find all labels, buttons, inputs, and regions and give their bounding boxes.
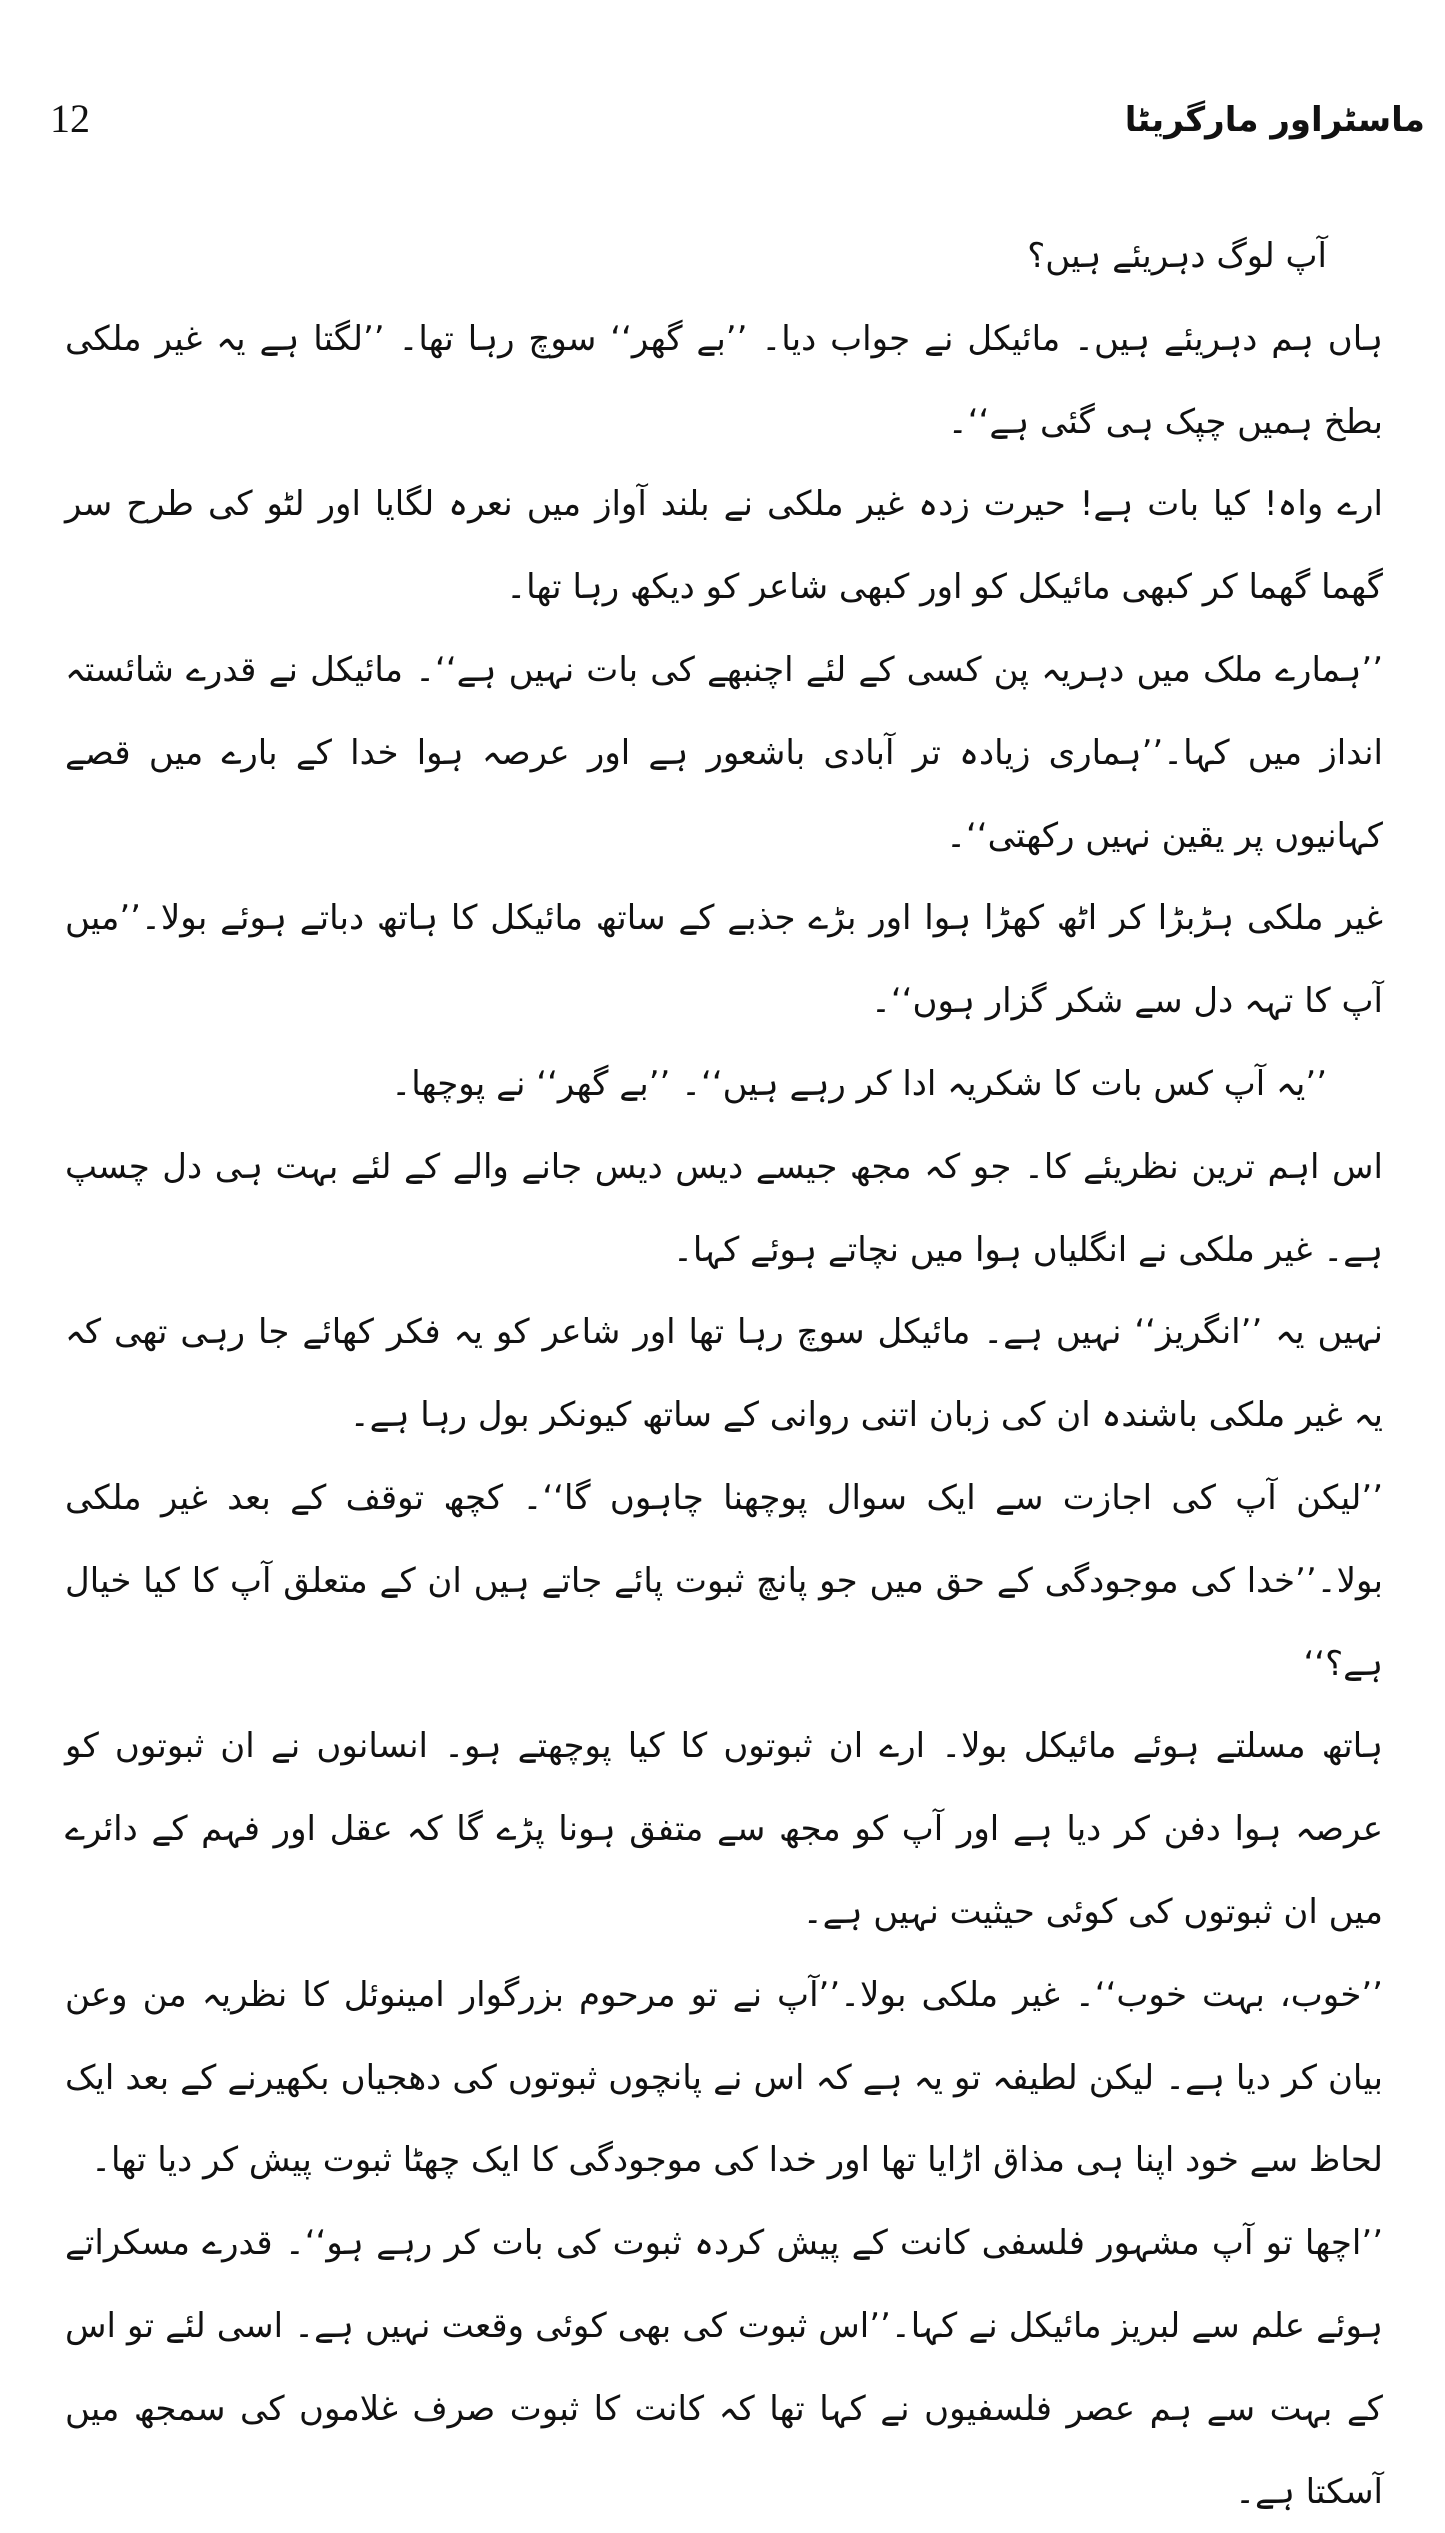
paragraph: ہاتھ مسلتے ہوئے مائیکل بولا۔ ارے ان ثبوتوں کا کیا پوچھتے ہو۔ انسانوں نے ان ثبوتوں کو عرصہ ہوا دفن کر دیا ہے اور آپ کو مجھ سے متفق ہونا پڑے گا کہ عقل اور فہم کے دائرے میں ان ثبوتوں کی کوئی حیثیت نہیں ہے۔ [65,1726,1383,1932]
paragraph: ’’ہمارے ملک میں دہریہ پن کسی کے لئے اچنبھے کی بات نہیں ہے‘‘۔ مائیکل نے قدرے شائستہ انداز میں کہا۔’’ہماری زیادہ تر آبادی باشعور ہے اور عرصہ ہوا خدا کے بارے میں قصے کہانیوں پر یقین نہیں رکھتی‘‘۔ [65,649,1383,856]
paragraph: ’’لیکن آپ کی اجازت سے ایک سوال پوچھنا چاہوں گا‘‘۔ کچھ توقف کے بعد غیر ملکی بولا۔’’خدا کی موجودگی کے حق میں جو پانچ ثبوت پائے جاتے ہیں ان کے متعلق آپ کا کیا خیال ہے؟‘‘ [65,1477,1383,1684]
paragraph: نہیں یہ ’’انگریز‘‘ نہیں ہے۔ مائیکل سوچ رہا تھا اور شاعر کو یہ فکر کھائے جا رہی تھی کہ یہ غیر ملکی باشندہ ان کی زبان اتنی روانی کے ساتھ کیونکر بول رہا ہے۔ [65,1312,1383,1436]
paragraph: ارے واہ! کیا بات ہے! حیرت زدہ غیر ملکی نے بلند آواز میں نعرہ لگایا اور لٹو کی طرح سر گھما گھما کر کبھی مائیکل کو اور کبھی شاعر کو دیکھ رہا تھا۔ [65,484,1383,608]
paragraph: ہاں ہم دہریئے ہیں۔ مائیکل نے جواب دیا۔ ’’بے گھر‘‘ سوچ رہا تھا۔ ’’لگتا ہے یہ غیر ملکی بطخ ہمیں چپک ہی گئی ہے‘‘۔ [65,318,1384,442]
body-text [65,215,1383,2533]
paragraph: ’’یہ آپ کس بات کا شکریہ ادا کر رہے ہیں‘‘۔ ’’بے گھر‘‘ نے پوچھا۔ [391,1063,1327,1104]
paragraph: اس اہم ترین نظریئے کا۔ جو کہ مجھ جیسے دیس دیس جانے والے کے لئے بہت ہی دل چسپ ہے۔ غیر ملکی نے انگلیاں ہوا میں نچاتے ہوئے کہا۔ [65,1146,1383,1270]
paragraph: ’’اچھا تو آپ مشہور فلسفی کانت کے پیش کردہ ثبوت کی بات کر رہے ہو‘‘۔ قدرے مسکراتے ہوئے علم سے لبریز مائیکل نے کہا۔’’اس ثبوت کی بھی کوئی وقعت نہیں ہے۔ اسی لئے تو اس کے بہت سے ہم عصر فلسفیوں نے کہا تھا کہ کانت کا ثبوت صرف غلاموں کی سمجھ میں آسکتا ہے۔ [65,2223,1383,2512]
running-head: ماسٹراور مارگریٹا [1124,100,1425,140]
paragraph: آپ لوگ دہریئے ہیں؟ [1027,236,1327,276]
page-number: 12 [50,96,90,141]
paragraph: غیر ملکی ہڑبڑا کر اٹھ کھڑا ہوا اور بڑے جذبے کے ساتھ مائیکل کا ہاتھ دباتے ہوئے بولا۔’’میں آپ کا تہہ دل سے شکر گزار ہوں‘‘۔ [65,898,1383,1022]
paragraph: ’’خوب، بہت خوب‘‘۔ غیر ملکی بولا۔’’آپ نے تو مرحوم بزرگوار امینوئل کا نظریہ من وعن بیان کر دیا ہے۔ لیکن لطیفہ تو یہ ہے کہ اس نے پانچوں ثبوتوں کی دھجیاں بکھیرنے کے بعد ایک لحاظ سے خود اپنا ہی مذاق اڑایا تھا اور خدا کی موجودگی کا ایک چھٹا ثبوت پیش کر دیا تھا۔ [65,1974,1383,2181]
